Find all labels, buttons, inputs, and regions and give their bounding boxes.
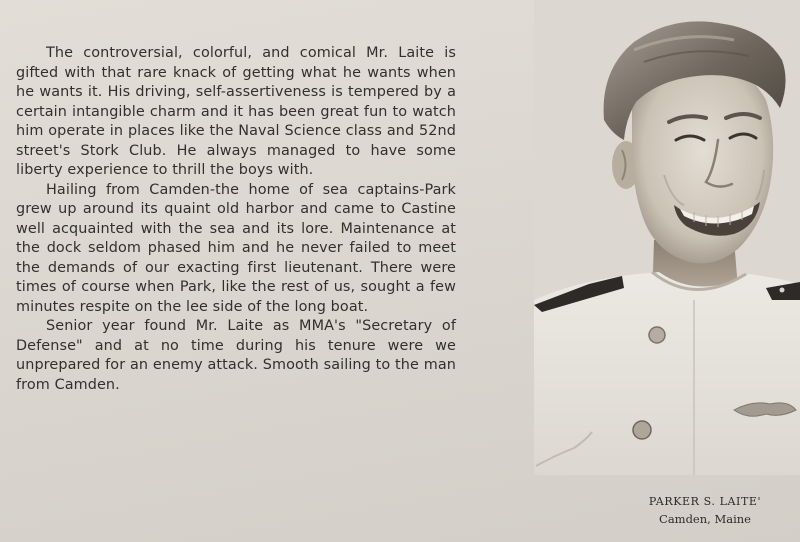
caption-name: PARKER S. LAITE'	[648, 495, 762, 508]
biography-paragraph-3: Senior year found Mr. Laite as MMA's "Secretary of Defense" and at no time during his tenure were we unprepared for an enemy attack. Smooth sailing to the man from Camden.	[16, 318, 456, 393]
biography-paragraph-1: The controversial, colorful, and comical Mr. Laite is gifted with that rare knack of getting what he wants when he wants it. His driving, self-assertiveness is tempered by a certain intangible charm and it has been great fun to watch him operate in places like the Naval Science class and 52nd street's Stork Club. He always managed to have some liberty experience to thrill the boys with.	[16, 45, 456, 178]
biography-paragraph-2: Hailing from Camden-the home of sea captains-Park grew up around its quaint old harbor and came to Castine well acquainted with the sea and its lore. Maintenance at the dock seldom phased him and he never failed to meet the demands of our exacting first lieutenant. There were times of course when Park, like the rest of us, sought a few minutes respite on the lee side of the long boat.	[16, 181, 456, 315]
photo-caption	[620, 494, 790, 528]
portrait-photo	[534, 0, 800, 475]
caption-hometown: Camden, Maine	[659, 512, 751, 526]
biography-text	[16, 44, 456, 395]
portrait-illustration	[534, 0, 800, 475]
